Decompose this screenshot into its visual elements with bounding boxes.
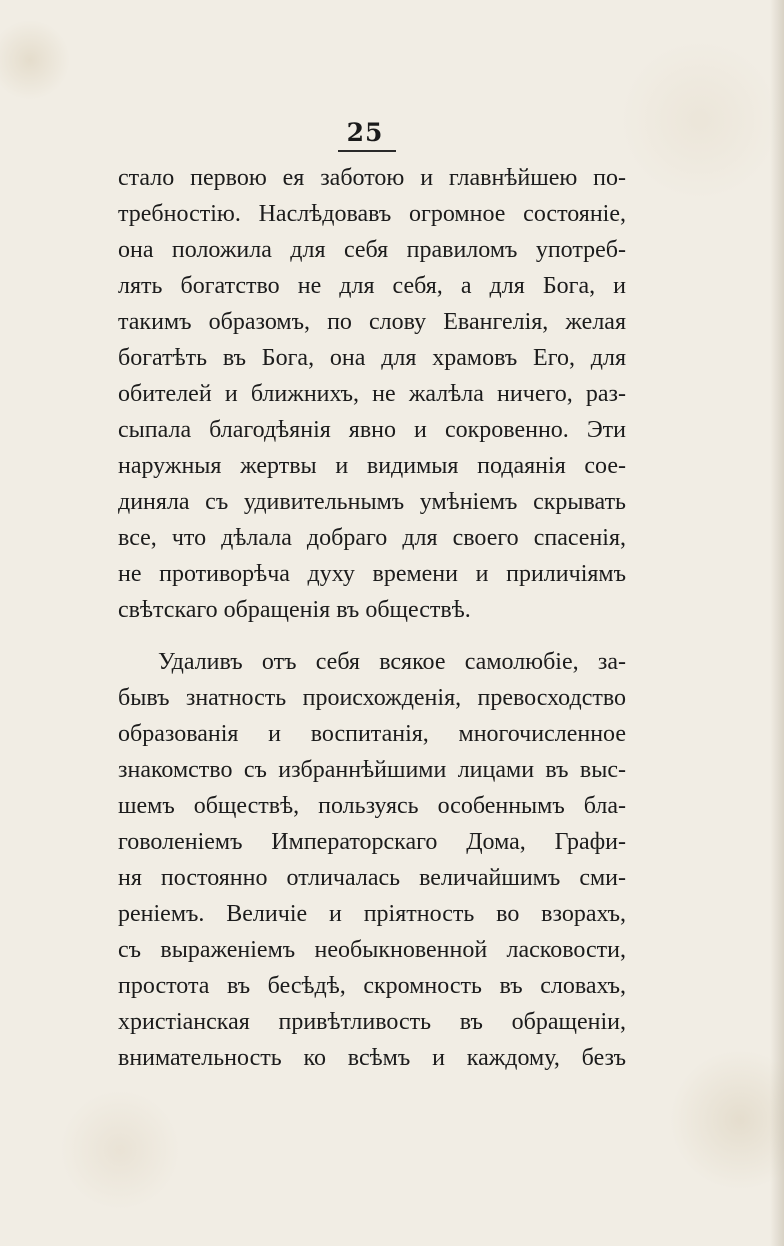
text-line: Удаливъ отъ себя всякое самолюбіе, за- <box>158 649 626 675</box>
paragraph-1 <box>118 160 626 628</box>
text-line: христіанская привѣтливость въ обращеніи, <box>118 1009 626 1035</box>
body-text <box>118 160 626 1076</box>
text-line: бывъ знатность происхожденія, превосходство <box>118 685 626 711</box>
text-line: богатѣть въ Бога, она для храмовъ Его, для <box>118 345 626 371</box>
text-line: такимъ образомъ, по слову Евангелія, желая <box>118 309 626 335</box>
text-line: говоленіемъ Императорскаго Дома, Графи- <box>118 829 626 855</box>
text-line: свѣтскаго обращенія въ обществѣ. <box>118 597 471 623</box>
text-line: образованія и воспитанія, многочисленное <box>118 721 626 747</box>
page-number-rule <box>338 150 396 152</box>
text-line: она положила для себя правиломъ употреб- <box>118 237 626 263</box>
text-line: ня постоянно отличалась величайшимъ сми- <box>118 865 626 891</box>
text-line: съ выраженіемъ необыкновенной ласковости, <box>118 937 626 963</box>
text-line: все, что дѣлала добраго для своего спасенія, <box>118 525 626 551</box>
text-line: стало первою ея заботою и главнѣйшею по- <box>118 165 626 191</box>
text-line: простота въ бесѣдѣ, скромность въ словахъ, <box>118 973 626 999</box>
text-line: шемъ обществѣ, пользуясь особеннымъ бла- <box>118 793 626 819</box>
paragraph-gap <box>118 628 626 644</box>
text-line: диняла съ удивительнымъ умѣніемъ скрывать <box>118 489 626 515</box>
text-line: не противорѣча духу времени и приличіямъ <box>118 561 626 587</box>
text-line: наружныя жертвы и видимыя подаянія сое- <box>118 453 626 479</box>
text-line: лять богатство не для себя, а для Бога, и <box>118 273 626 299</box>
text-line: требностію. Наслѣдовавъ огромное состояніе, <box>118 201 626 227</box>
paragraph-2 <box>118 644 626 1076</box>
text-line: реніемъ. Величіе и пріятность во взорахъ, <box>118 901 626 927</box>
text-line: обителей и ближнихъ, не жалѣла ничего, раз- <box>118 381 626 407</box>
page-edge-shadow <box>770 0 784 1246</box>
page-number: 25 <box>346 118 384 147</box>
text-line: знакомство съ избраннѣйшими лицами въ выс- <box>118 757 626 783</box>
text-line: внимательность ко всѣмъ и каждому, безъ <box>118 1045 626 1071</box>
text-line: сыпала благодѣянія явно и сокровенно. Эти <box>118 417 626 443</box>
